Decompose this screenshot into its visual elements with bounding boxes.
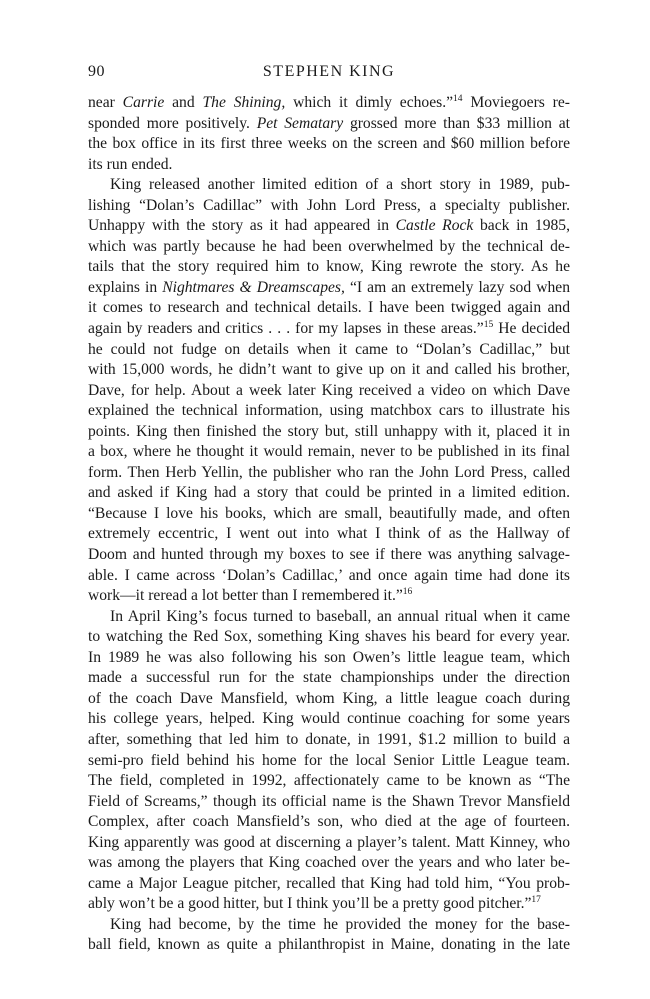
text-line: In 1989 he was also following his son Owen’s little league team, which — [88, 648, 570, 666]
text-line: with 15,000 words, he didn’t want to give up on it and called his brother, — [88, 361, 570, 379]
text-line: the box office in its first three weeks on the screen and $60 million before — [88, 135, 570, 153]
text-line: its run ended. — [88, 155, 173, 173]
text-line: able. I came across ‘Dolan’s Cadillac,’ and once again time had done its — [88, 566, 570, 584]
text-line: Doom and hunted through my boxes to see if there was anything salvage- — [88, 546, 570, 564]
text-line: Dave, for help. About a week later King received a video on which Dave — [88, 381, 570, 399]
text-line: his college years, helped. King would continue coaching for some years — [88, 710, 570, 728]
text-line: ably won’t be a good hitter, but I think you’ll be a pretty good pitcher.”$^{17}$ — [88, 895, 541, 913]
text-line: Complex, after coach Mansfield’s son, who died at the age of fourteen. — [88, 813, 570, 831]
text-line: and asked if King had a story that could be printed in a limited edition. — [88, 484, 570, 502]
text-line: he could not fudge on details when it came to “Dolan’s Cadillac,” but — [88, 340, 570, 358]
text-line: points. King then finished the story but, still unhappy with it, placed it in — [88, 422, 570, 440]
text-line: to watching the Red Sox, something King shaves his beard for every year. — [88, 628, 570, 646]
text-line: work—it reread a lot better than I remembered it.”$^{16}$ — [88, 587, 413, 605]
text-line: lishing “Dolan’s Cadillac” with John Lord Press, a specialty publisher. — [88, 196, 570, 214]
text-line: King released another limited edition of a short story in 1989, pub- — [110, 176, 570, 194]
text-line: of the coach Dave Mansfield, whom King, a little league coach during — [88, 689, 570, 707]
text-line: form. Then Herb Yellin, the publisher who ran the John Lord Press, called — [88, 463, 570, 481]
text-line: came a Major League pitcher, recalled that King had told him, “You prob- — [88, 874, 570, 892]
text-line: explains in Nightmares & Dreamscapes, “I am an extremely lazy sod when — [88, 278, 570, 296]
running-head: STEPHEN KING — [262, 63, 396, 80]
text-line: The field, completed in 1992, affectionately came to be known as “The — [88, 772, 570, 790]
text-line: tails that the story required him to know, King rewrote the story. As he — [88, 258, 570, 276]
text-line: King apparently was good at discerning a player’s talent. Matt Kinney, who — [88, 833, 570, 851]
text-line: semi-pro field behind his home for the local Senior Little League team. — [88, 751, 570, 769]
text-line: extremely eccentric, I went out into what I think of as the Hallway of — [88, 525, 570, 543]
text-line: King had become, by the time he provided the money for the base- — [110, 915, 570, 933]
text-line: Field of Screams,” though its official name is the Shawn Trevor Mansfield — [88, 792, 570, 810]
text-line: Unhappy with the story as it had appeared in Castle Rock back in 1985, — [88, 217, 570, 235]
text-line: again by readers and critics . . . for my lapses in these areas.”$^{15}$ He decided — [88, 320, 570, 338]
page-number: 90 — [88, 63, 105, 80]
text-line: after, something that led him to donate, in 1991, $1.2 million to build a — [88, 730, 570, 748]
text-line: In April King’s focus turned to baseball, an annual ritual when it came — [110, 607, 570, 625]
page-header — [88, 63, 570, 85]
text-line: which was partly because he had been overwhelmed by the technical de- — [88, 237, 570, 255]
body-text — [88, 93, 570, 956]
text-line: near Carrie and The Shining, which it dimly echoes.”$^{14}$ Moviegoers re- — [88, 94, 570, 111]
text-line: was among the players that King coached over the years and who later be- — [88, 854, 570, 872]
text-line: sponded more positively. Pet Sematary grossed more than $33 million at — [88, 114, 571, 132]
text-line: explained the technical information, using matchbox cars to illustrate his — [88, 402, 570, 420]
text-line: a box, where he thought it would remain, never to be published in its final — [88, 443, 570, 461]
text-line: made a successful run for the state championships under the direction — [88, 669, 570, 687]
text-line: it comes to research and technical details. I have been twigged again and — [88, 299, 570, 317]
text-line: ball field, known as quite a philanthropist in Maine, donating in the late — [88, 936, 570, 954]
text-line: “Because I love his books, which are small, beautifully made, and often — [88, 504, 570, 522]
